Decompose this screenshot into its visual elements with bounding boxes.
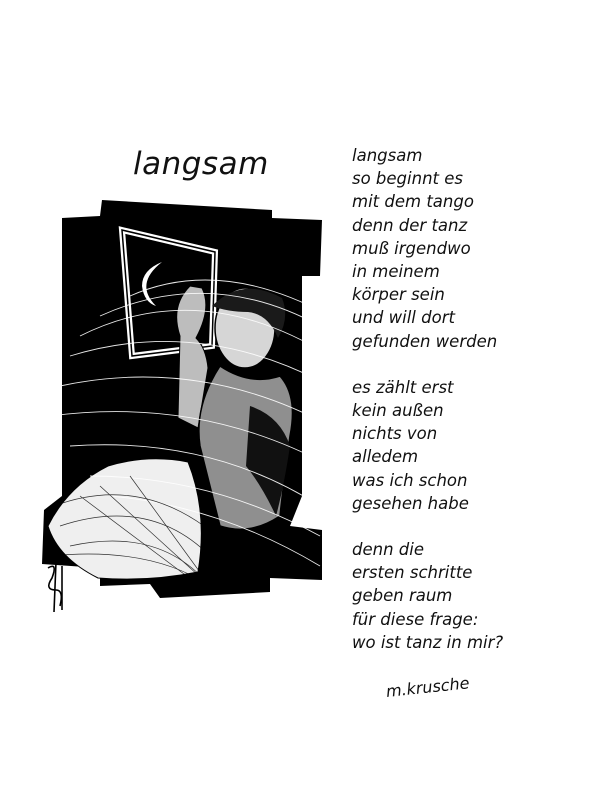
- poem-line: gefunden werden: [352, 331, 498, 351]
- poem-line: nichts von: [352, 424, 438, 444]
- poem-line: langsam: [352, 146, 423, 165]
- author-name: m.krusche: [385, 673, 471, 701]
- poem-line: ersten schritte: [352, 563, 473, 583]
- poem-line: geben raum: [352, 586, 453, 606]
- stanza-3: [352, 538, 503, 654]
- poem-line: mit dem tango: [352, 192, 474, 212]
- poem-line: alledem: [352, 447, 419, 467]
- poem-line: gesehen habe: [352, 493, 469, 513]
- poem-line: in meinem: [352, 262, 440, 282]
- artwork-illustration: [40, 196, 340, 626]
- poem-line: kein außen: [352, 401, 444, 421]
- poem-line: so beginnt es: [352, 169, 463, 189]
- poem-line: und will dort: [352, 308, 455, 328]
- poem-line: wo ist tanz in mir?: [352, 632, 504, 652]
- poem-title: langsam: [133, 146, 269, 182]
- poem-text: [352, 144, 503, 677]
- poem-line: was ich schon: [352, 470, 468, 490]
- poem-line: es zählt erst: [352, 377, 454, 397]
- poem-line: denn die: [352, 540, 424, 560]
- stanza-2: [352, 376, 503, 515]
- artist-signature: [48, 562, 62, 612]
- poem-line: muß irgendwo: [352, 238, 471, 258]
- poem-line: für diese frage:: [352, 609, 479, 629]
- poem-line: denn der tanz: [352, 215, 468, 235]
- stanza-1: [352, 144, 503, 353]
- poem-line: körper sein: [352, 285, 445, 305]
